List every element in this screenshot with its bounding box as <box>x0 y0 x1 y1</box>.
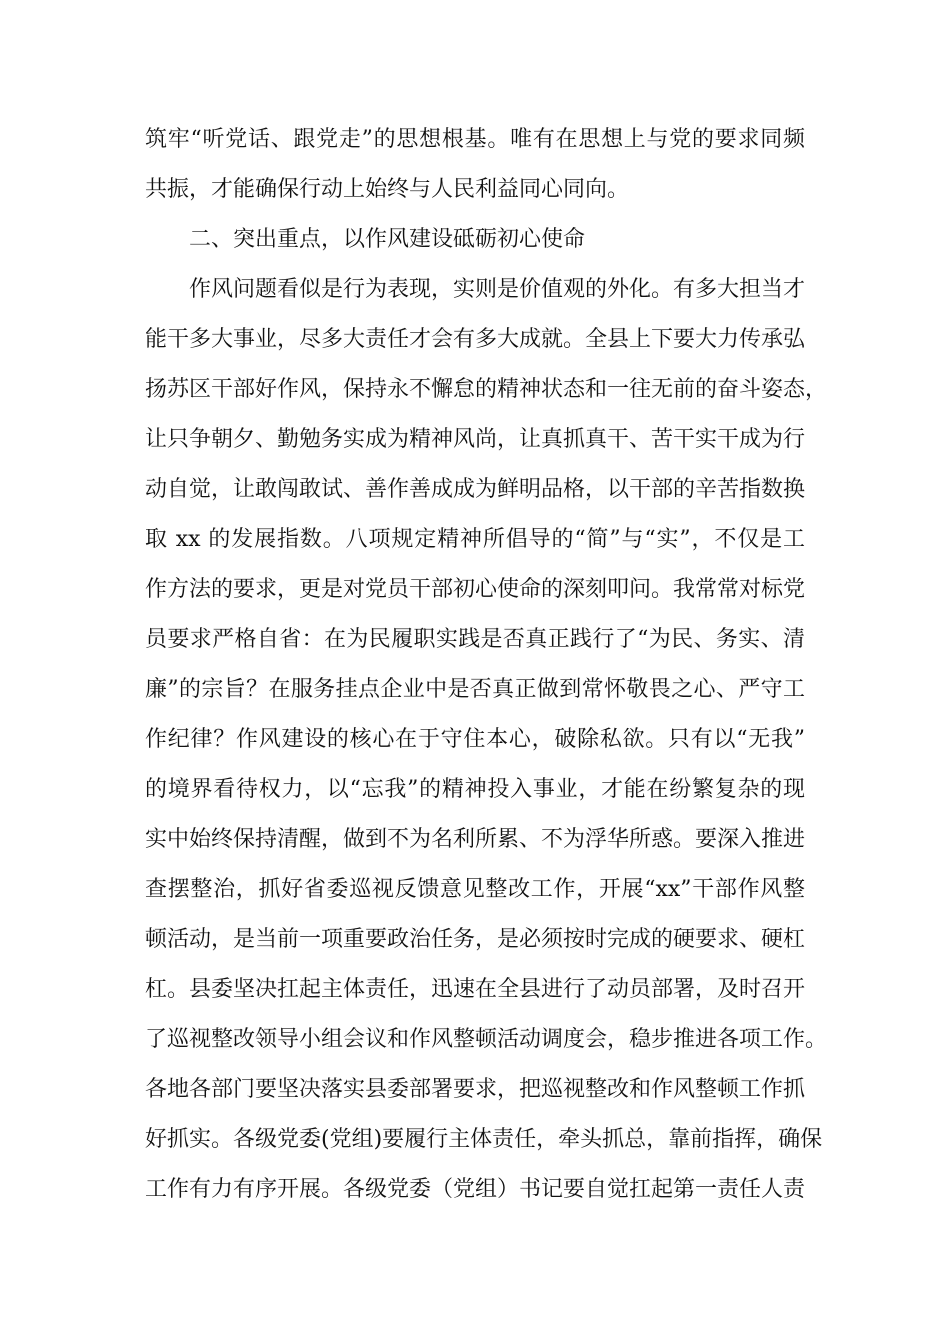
body-line: 作纪律？作风建设的核心在于守住本心，破除私欲。只有以“无我” <box>145 727 805 752</box>
body-line: 筑牢“听党话、跟党走”的思想根基。唯有在思想上与党的要求同频 <box>145 127 805 152</box>
body-line: 扬苏区干部好作风，保持永不懈怠的精神状态和一往无前的奋斗姿态， <box>145 377 828 402</box>
body-line: 员要求严格自省：在为民履职实践是否真正践行了“为民、务实、清 <box>145 627 805 652</box>
body-line: 的境界看待权力，以“忘我”的精神投入事业，才能在纷繁复杂的现 <box>145 777 805 802</box>
body-line: 动自觉，让敢闯敢试、善作善成成为鲜明品格，以干部的辛苦指数换 <box>145 477 806 502</box>
body-line: 廉”的宗旨？在服务挂点企业中是否真正做到常怀敬畏之心、严守工 <box>145 677 805 702</box>
body-line: 查摆整治，抓好省委巡视反馈意见整改工作，开展“xx”干部作风整 <box>145 877 805 902</box>
body-line: 好抓实。各级党委(党组)要履行主体责任，牵头抓总，靠前指挥，确保 <box>145 1127 823 1152</box>
body-line: 了巡视整改领导小组会议和作风整顿活动调度会，稳步推进各项工作。 <box>145 1027 828 1052</box>
body-line: 杠。县委坚决扛起主体责任，迅速在全县进行了动员部署，及时召开 <box>145 977 806 1002</box>
paragraph-first-line: 作风问题看似是行为表现，实则是价值观的外化。有多大担当才 <box>189 277 806 302</box>
body-line: 各地各部门要坚决落实县委部署要求，把巡视整改和作风整顿工作抓 <box>145 1077 806 1102</box>
body-line: 能干多大事业，尽多大责任才会有多大成就。全县上下要大力传承弘 <box>145 327 806 352</box>
section-heading: 二、突出重点，以作风建设砥砺初心使命 <box>189 227 586 252</box>
body-line: 共振，才能确保行动上始终与人民利益同心同向。 <box>145 177 630 202</box>
body-line: 让只争朝夕、勤勉务实成为精神风尚，让真抓真干、苦干实干成为行 <box>145 427 806 452</box>
body-line: 工作有力有序开展。各级党委（党组）书记要自觉扛起第一责任人责 <box>145 1177 806 1202</box>
body-line: 取 xx 的发展指数。八项规定精神所倡导的“简”与“实”，不仅是工 <box>145 527 805 552</box>
body-line: 作方法的要求，更是对党员干部初心使命的深刻叩问。我常常对标党 <box>145 577 806 602</box>
body-line: 顿活动，是当前一项重要政治任务，是必须按时完成的硬要求、硬杠 <box>145 927 806 952</box>
body-line: 实中始终保持清醒，做到不为名利所累、不为浮华所惑。要深入推进 <box>145 827 806 852</box>
